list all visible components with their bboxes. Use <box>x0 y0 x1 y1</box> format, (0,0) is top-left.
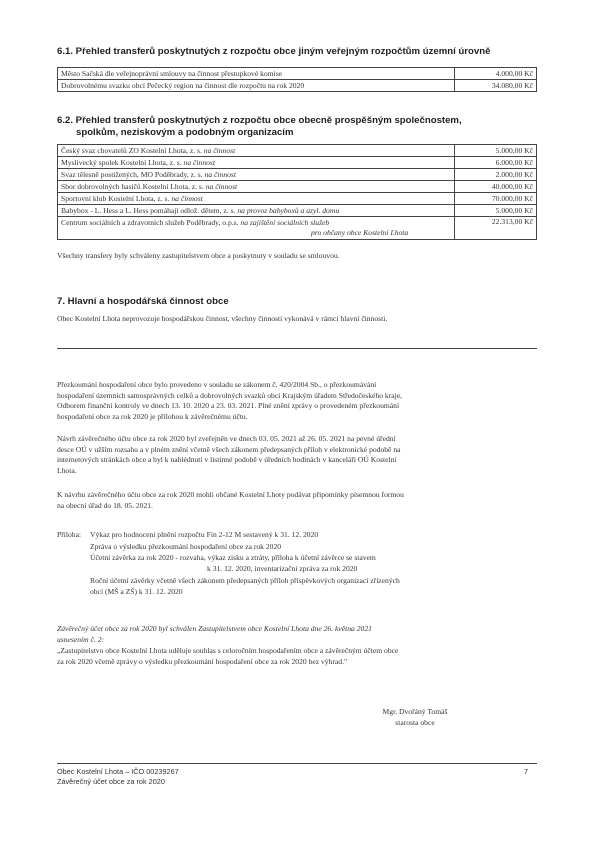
section-6-2-heading-cont: spolkům, neziskovým a podobným organizacím <box>76 127 294 138</box>
text-line: Přezkoumání hospodaření obce bylo provedeno v souladu se zákonem č. 420/2004 Sb., o přezkoumávání <box>57 380 377 389</box>
table-row <box>58 145 537 157</box>
row-label <box>58 193 455 205</box>
page-number: 7 <box>524 767 529 776</box>
purpose: na činnost <box>204 170 236 179</box>
table-row <box>58 157 537 169</box>
attachment-item-cont: obcí (MŠ a ZŠ) k 31. 12. 2020 <box>90 587 183 596</box>
org-name: Babybox - L. Hess a L. Hess pomáhají odlož. dětem, z. s. <box>61 206 236 215</box>
text-line: Návrh závěrečného účtu obce za rok 2020 byl zveřejněn ve dnech 03. 05. 2021 až 26. 05. 2021 na pevné úřední <box>57 434 396 443</box>
attachment-item-cont: k 31. 12. 2020, inventarizační zpráva za rok 2020 <box>207 564 358 573</box>
org-name: Sportovní klub Kostelní Lhota, z. s. <box>61 194 170 203</box>
attachments-label: Příloha: <box>57 530 82 539</box>
attachment-item: Výkaz pro hodnocení plnění rozpočtu Fin 2-12 M sestavený k 31. 12. 2020 <box>90 530 319 539</box>
row-label <box>58 205 455 217</box>
resolution-line: Závěrečný účet obce za rok 2020 byl schválen Zastupitelstvem obce Kostelní Lhota dne 26. května 2021 <box>57 624 372 633</box>
signatory-role: starosta obce <box>395 717 435 727</box>
row-label <box>58 181 455 193</box>
row-label <box>58 145 455 157</box>
text-line: internetových stránkách obce a byl k nahlédnutí v listinné podobě v úředních hodinách v kanceláři OÚ Kostelní <box>57 455 397 464</box>
transfers-public-table <box>57 67 537 92</box>
org-name: Sbor dobrovolných hasičů Kostelní Lhota, z. s. <box>61 182 204 191</box>
table-row <box>58 80 537 92</box>
section-6-1-heading: 6.1. Přehled transferů poskytnutých z rozpočtu obce jiným veřejným rozpočtům územní úrovně <box>57 46 491 57</box>
row-label <box>58 217 455 240</box>
section-7-heading: 7. Hlavní a hospodářská činnost obce <box>57 296 229 307</box>
table-row <box>58 181 537 193</box>
signature-block <box>340 707 490 728</box>
org-name: Myslivecký spolek Kostelní Lhota, z. s. <box>61 158 182 167</box>
text-line: hospodaření obce za rok 2020 je přílohou k závěrečnému účtu. <box>57 411 248 421</box>
table-row <box>58 193 537 205</box>
table-row <box>58 205 537 217</box>
purpose: na činnost <box>183 158 215 167</box>
transfers-ngo-table <box>57 144 537 240</box>
row-label: Město Sačská dle veřejnoprávní smlouvy na činnost přestupkové komise <box>58 68 455 80</box>
row-label <box>58 169 455 181</box>
row-amount: 34.080,00 Kč <box>455 80 537 92</box>
purpose: na zajištění sociálních služeb <box>240 217 330 227</box>
resolution-quote: za rok 2020 včetně zprávy o výsledku přezkoumání hospodaření obce za rok 2020 bez výhrad." <box>57 656 348 666</box>
row-amount: 70.000,00 Kč <box>455 193 537 205</box>
section-7-text: Obec Kostelní Lhota neprovozuje hospodářskou činnost, všechny činnosti vykonává v rámci hlavní činnosti. <box>57 314 388 323</box>
attachment-item: Účetní závěrka za rok 2020 - rozvaha, výkaz zisku a ztráty, příloha k účetní závěrce se stavem <box>90 553 376 562</box>
text-line: K návrhu závěrečného účtu obce za rok 2020 mohli občané Kostelní Lhoty podávat připomínky písemnou formou <box>57 490 404 499</box>
row-amount: 40.000,00 Kč <box>455 181 537 193</box>
purpose: na činnost <box>205 182 238 191</box>
purpose: na činnost <box>171 194 203 203</box>
row-amount: 4.000,00 Kč <box>455 68 537 80</box>
table-row <box>58 217 537 240</box>
attachment-item: Zpráva o výsledku přezkoumání hospodaření obce za rok 2020 <box>90 541 282 551</box>
org-name: Svaz tělesně postižených, MO Poděbrady, z. s. <box>61 170 203 179</box>
table-row <box>58 68 537 80</box>
row-label <box>58 157 455 169</box>
footer-org: Obec Kostelní Lhota – IČO 00239267 <box>57 767 179 776</box>
row-amount: 5.000,00 Kč <box>455 205 537 217</box>
org-name: Centrum sociálních a zdravotních služeb Poděbrady, o.p.s. <box>61 217 239 227</box>
footer-doc: Závěrečný účet obce za rok 2020 <box>57 777 165 786</box>
row-amount: 6.000,00 Kč <box>455 157 537 169</box>
row-amount: 22.313,00 Kč <box>455 217 537 240</box>
text-line: Lhota. <box>57 465 77 475</box>
section-6-2-heading: 6.2. Přehled transferů poskytnutých z rozpočtu obce obecně prospěšným společnostem, <box>57 115 462 126</box>
row-amount: 2.000,00 Kč <box>455 169 537 181</box>
purpose-cont: pro občany obce Kostelní Lhota <box>311 228 409 237</box>
row-label: Dobrovolnému svazku obcí Pečecký region na činnost dle rozpočtu na rok 2020 <box>58 80 455 92</box>
attachment-item: Roční účetní závěrky včetně všech zákonem předepsaných příloh příspěvkových organizací zřízených <box>90 575 400 585</box>
text-line: na obecní úřad do 18. 05. 2021. <box>57 500 153 510</box>
table-row <box>58 169 537 181</box>
footer-divider <box>57 763 537 764</box>
resolution-line: usnesením č. 2: <box>57 634 105 644</box>
signatory-name: Mgr. Dvořáný Tomáš <box>382 707 448 716</box>
resolution-quote: „Zastupitelstvo obce Kostelní Lhota uděluje souhlas s celoročním hospodařením obce a závěrečným účtem obce <box>57 646 399 655</box>
transfers-note: Všechny transfery byly schváleny zastupitelstvem obce a poskytnuty v souladu se smlouvou. <box>57 251 340 260</box>
divider <box>57 348 537 349</box>
org-name: Český svaz chovatelů ZO Kostelní Lhota, z. s. <box>61 146 202 155</box>
purpose: na činnost <box>203 146 236 155</box>
text-line: hospodaření územních samosprávných celků a dobrovolných svazků obcí Krajským úřadem Středočeského kraje, <box>57 390 402 400</box>
row-amount: 5.000,00 Kč <box>455 145 537 157</box>
text-line: desce OÚ v užším rozsahu a v plném znění včetně všech zákonem předepsaných příloh v elektronické podobě na <box>57 444 401 454</box>
text-line: Odborem finanční kontroly ve dnech 13. 10. 2020 a 23. 03. 2021. Plné znění zprávy o provedeném přezkoumání <box>57 401 400 410</box>
attachments-list <box>57 530 537 600</box>
purpose: na provoz babyboxů a azyl. domu <box>237 206 340 215</box>
